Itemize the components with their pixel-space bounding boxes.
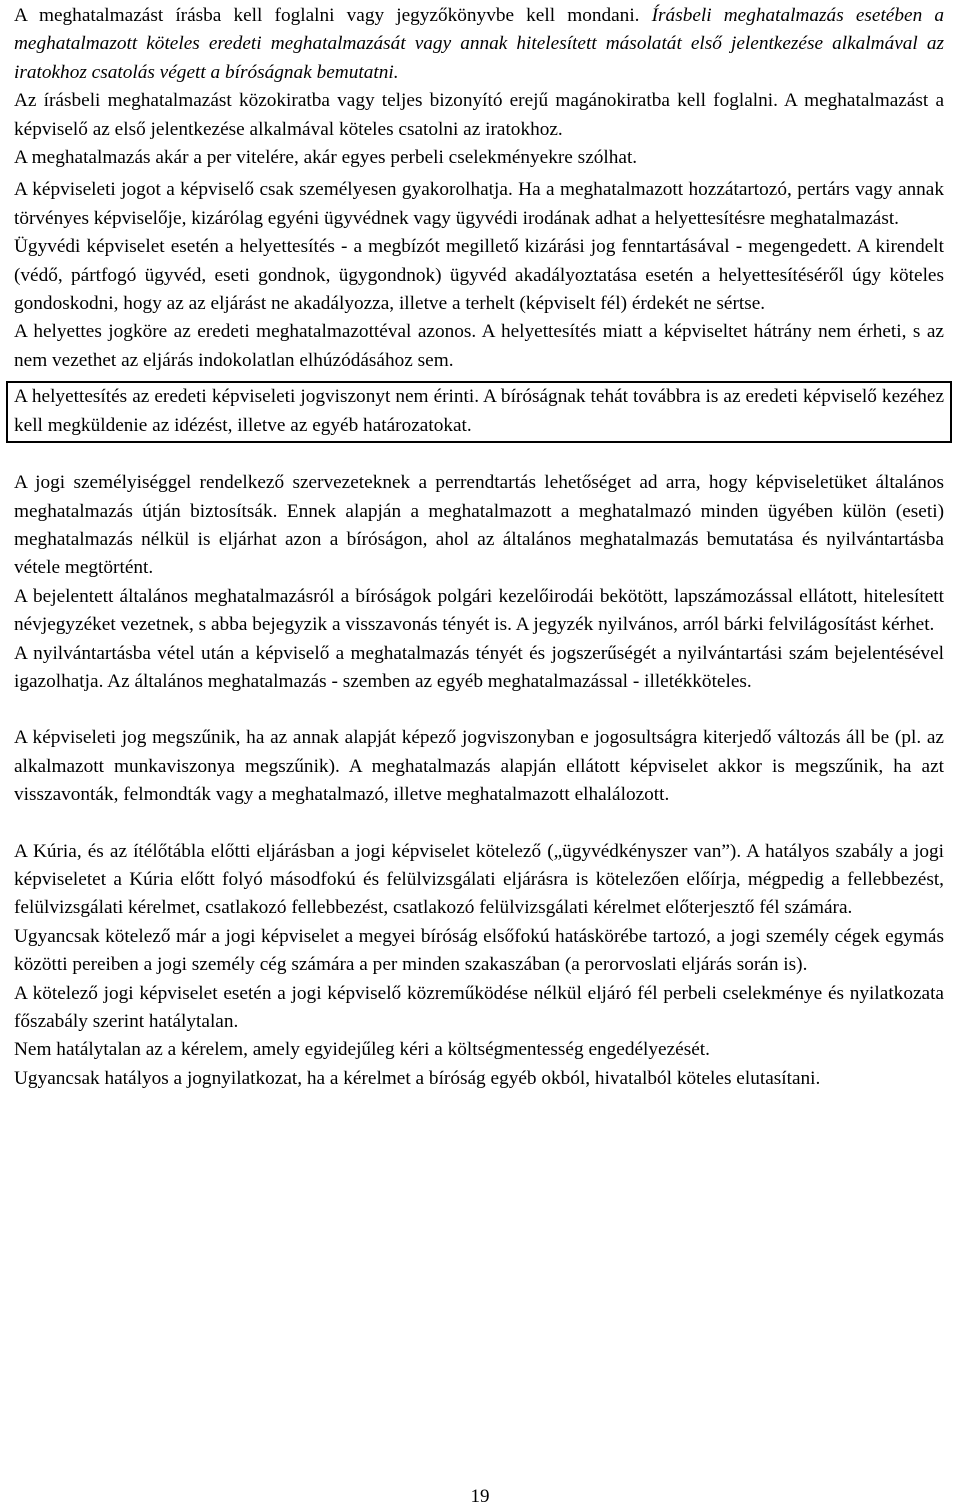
paragraph: Az írásbeli meghatalmazást közokiratba vagy teljes bizonyító erejű magánokiratba kell foglalni. A meghatalmazást a képviselő az első jelentkezése alkalmával köteles csatolni az iratokhoz.	[14, 90, 944, 140]
paragraph: A bejelentett általános meghatalmazásról a bíróságok polgári kezelőirodái bekötött, lapszámozással ellátott, hitelesített névjegyzéket vezetnek, s abba bejegyzik a visszavonás tényét is. A jegyzék nyilvános, arról bárki felvilágosítást kérhet.	[14, 585, 944, 636]
italic-text: Írásbeli meghatalmazás esetében a meghatalmazott köteles eredeti meghatalmazását vagy annak hitelesített másolatát első jelentkezése alkalmával az iratokhoz csatolás végett a bíróságnak bemutatni.	[14, 5, 944, 83]
paragraph: A kötelező jogi képviselet esetén a jogi képviselő közreműködése nélkül eljáró fél perbeli cselekménye és nyilatkozata főszabály szerint hatálytalan.	[14, 982, 944, 1032]
paragraph: Nem hatálytalan az a kérelem, amely egyidejűleg kéri a költségmentesség engedélyezését.	[14, 1039, 710, 1061]
paragraph: A meghatalmazást írásba kell foglalni vagy jegyzőkönyvbe kell mondani. Írásbeli meghatalmazás esetében a meghatalmazott köteles eredeti meghatalmazását vagy annak hitelesített másolatát első jelentkezése alkalmával az iratokhoz csatolás végett a bíróságnak bemutatni.	[14, 5, 944, 83]
paragraph: A képviseleti jog megszűnik, ha az annak alapját képező jogviszonyban e jogosultságra kiterjedő változás áll be (pl. az alkalmazott munkaviszonya megszűnik). A meghatalmazás alapján ellátott képviselet akkor is megszűnik, ha azt visszavonták, felmondták vagy a meghatalmazó, illetve meghatalmazott elhalálozott.	[14, 727, 944, 806]
boxed-paragraph: A helyettesítés az eredeti képviseleti jogviszonyt nem érinti. A bíróságnak tehát továbbra is az eredeti képviselő kezéhez kell megküldenie az idézést, illetve az egyéb határozatokat.	[6, 381, 952, 443]
paragraph: Ugyancsak hatályos a jognyilatkozat, ha a kérelmet a bíróság egyéb okból, hivatalból köteles elutasítani.	[14, 1067, 821, 1089]
paragraph: A meghatalmazás akár a per vitelére, akár egyes perbeli cselekményekre szólhat.	[14, 147, 638, 169]
page-number: 19	[470, 1486, 490, 1507]
paragraph: A helyettes jogköre az eredeti meghatalmazottéval azonos. A helyettesítés miatt a képviseltet hátrány nem érheti, s az nem vezethet az eljárás indokolatlan elhúzódásához sem.	[14, 321, 944, 371]
paragraph: A jogi személyiséggel rendelkező szervezeteknek a perrendtartás lehetőséget ad arra, hogy képviseletüket általános meghatalmazás útján biztosítsák. Ennek alapján a meghatalmazott a meghatalmazó minden ügyében külön (eseti) meghatalmazás nélkül is eljárhat azon a bíróságon, ahol az általános meghatalmazás bemutatása és nyilvántartásba vétele megtörtént.	[14, 472, 944, 579]
paragraph: A nyilvántartásba vétel után a képviselő a meghatalmazás tényét és jogszerűségét a nyilvántartási szám bejelentésével igazolhatja. Az általános meghatalmazás - szemben az egyéb meghatalmazással - illetékköteles.	[14, 642, 944, 692]
paragraph: A képviseleti jogot a képviselő csak személyesen gyakorolhatja. Ha a meghatalmazott hozzátartozó, pertárs vagy annak törvényes képviselője, kizárólag egyéni ügyvédnek vagy ügyvédi irodának adhat a helyettesítésre meghatalmazást.	[14, 179, 944, 229]
paragraph: Ügyvédi képviselet esetén a helyettesítés - a megbízót megillető kizárási jog fenntartásával - megengedett. A kirendelt (védő, pártfogó ügyvéd, eseti gondnok, ügygondnok) ügyvéd akadályoztatása esetén a helyettesítéséről úgy köteles gondoskodni, hogy az az eljárást ne akadályozza, illetve a terhelt (képviselt fél) érdekét ne sértse.	[14, 236, 944, 315]
text-column	[14, 2, 944, 1093]
paragraph: A Kúria, és az ítélőtábla előtti eljárásban a jogi képviselet kötelező („ügyvédkényszer van”). A hatályos szabály a jogi képviseletet a Kúria előtt folyó másodfokú és felülvizsgálati eljárásra is kötelezően előírja, mégpedig a fellebbezést, felülvizsgálati kérelmet, csatlakozó fellebbezést, csatlakozó felülvizsgálati kérelmet előterjesztő fél számára.	[14, 840, 944, 919]
paragraph: Ugyancsak kötelező már a jogi képviselet a megyei bíróság elsőfokú hatáskörébe tartozó, a jogi személy cégek egymás közötti pereiben a jogi személy cég számára a per minden szakaszában (a perorvoslati eljárás során is).	[14, 925, 944, 976]
